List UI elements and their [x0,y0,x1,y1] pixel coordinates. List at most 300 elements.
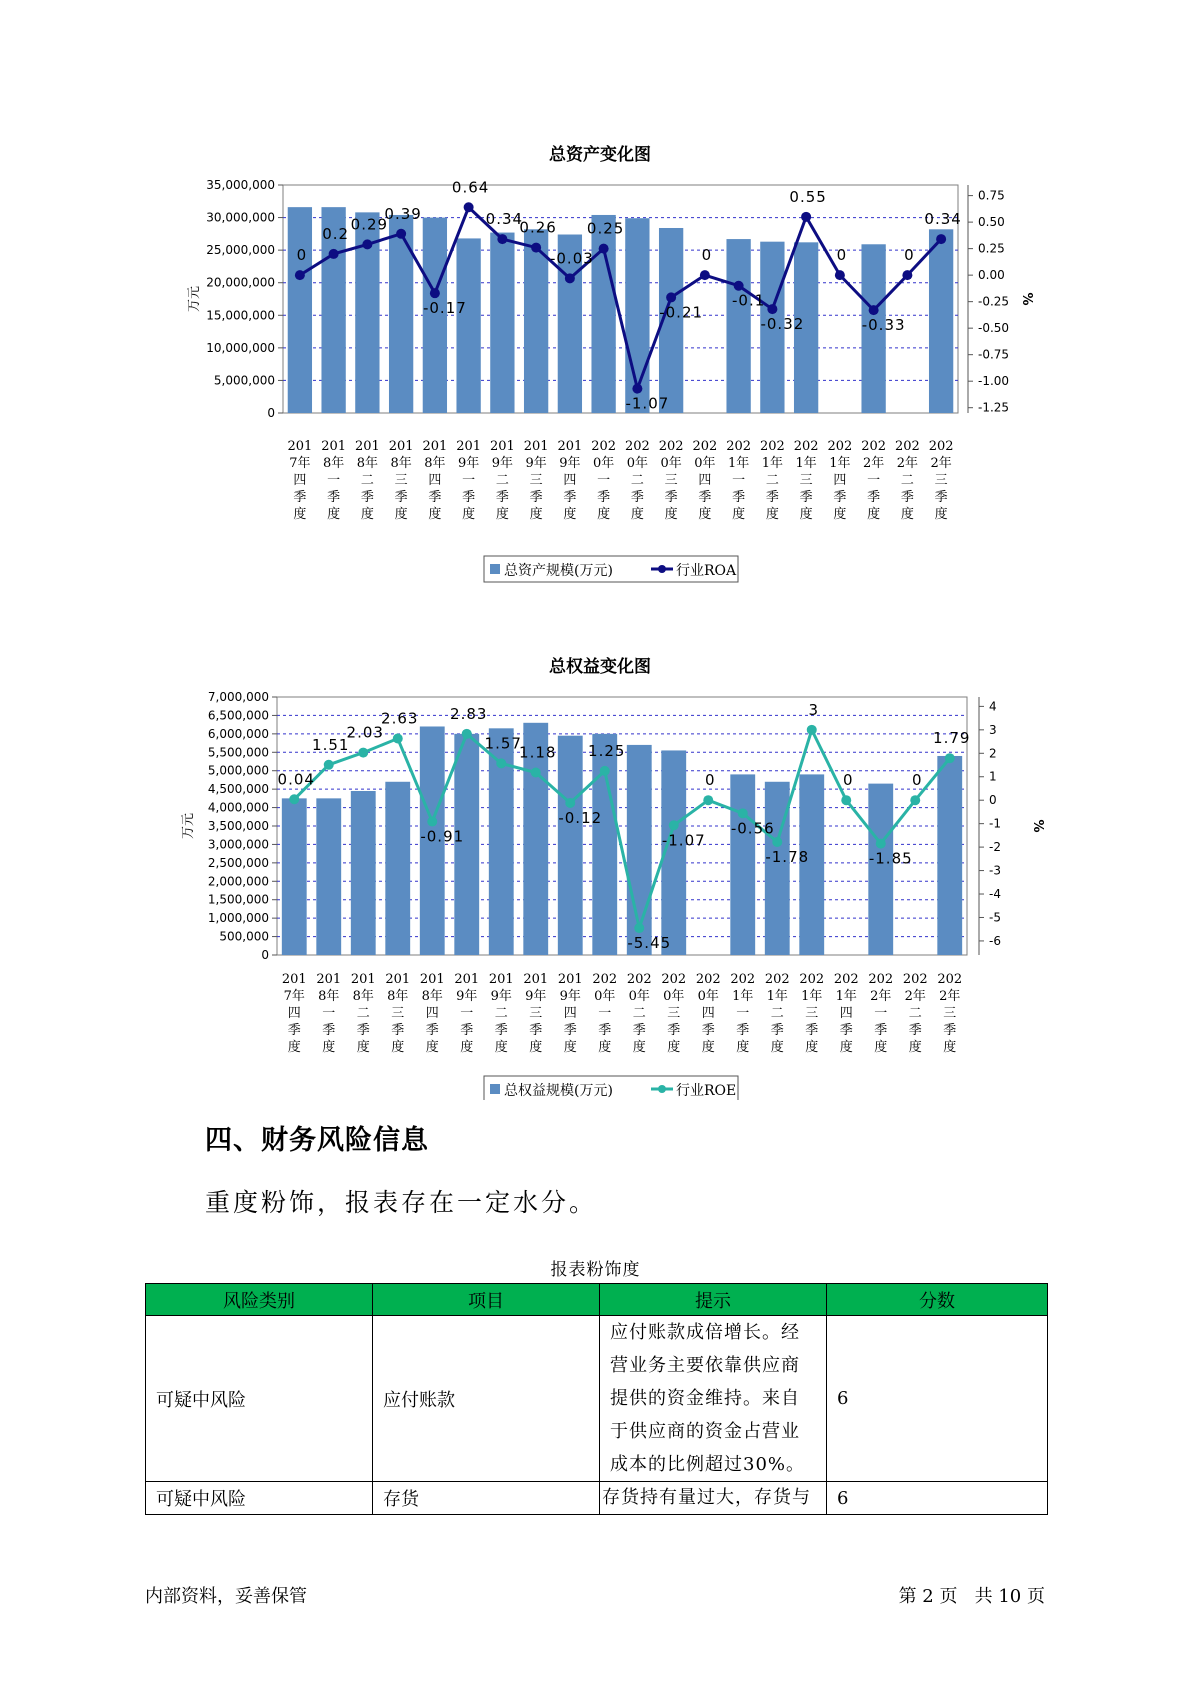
bar [937,756,962,955]
x-tick-label: 8年 [318,989,340,1004]
x-tick-label: 三 [667,1006,681,1021]
x-tick-label: 0年 [592,456,615,471]
y-tick-label: 30,000,000 [206,210,275,225]
x-tick-label: 季 [597,490,611,505]
x-tick-label: 季 [460,1023,474,1038]
x-tick-label: 202 [626,972,652,987]
x-tick-label: 202 [928,439,954,454]
x-tick-label: 度 [765,507,779,522]
y2-tick-label: 3 [989,722,997,737]
x-tick-label: 0年 [697,989,719,1004]
y-tick-label: 4,500,000 [207,782,269,797]
x-tick-label: 202 [937,972,963,987]
total-equity-chart-svg [0,640,1191,1100]
legend-swatch-marker [658,1085,666,1093]
x-tick-label: 一 [598,1006,612,1021]
x-tick-label: 一 [327,473,341,488]
line-point [801,212,811,222]
x-tick-label: 二 [495,473,509,488]
x-tick-label: 9年 [491,456,514,471]
x-tick-label: 2年 [930,456,952,471]
x-tick-label: 9年 [559,456,581,471]
y-tick-label: 5,000,000 [213,373,275,388]
y-tick-label: 35,000,000 [206,178,275,192]
x-tick-label: 季 [462,490,476,505]
x-tick-label: 二 [770,1006,784,1021]
x-tick-label: 202 [592,972,618,987]
y-tick-label: 5,000,000 [207,763,269,778]
data-label: 1.57 [484,734,522,753]
y2-tick-label: -1.25 [978,400,1010,415]
data-label: -0.21 [659,303,704,322]
x-tick-label: 202 [764,972,790,987]
x-tick-label: 度 [934,507,948,522]
data-label: -0.32 [760,315,805,334]
data-label: 1.51 [312,735,350,754]
data-label: 2.83 [450,704,488,723]
x-tick-label: 季 [293,490,307,505]
x-tick-label: 度 [495,507,509,522]
line-point [531,243,541,253]
x-tick-label: 三 [799,473,813,488]
x-tick-label: 二 [765,473,779,488]
y2-tick-label: -4 [989,887,1001,902]
x-tick-label: 度 [293,507,307,522]
line-point [835,270,845,280]
x-tick-label: 季 [874,1023,888,1038]
total-equity-chart [0,640,1191,1100]
bar [726,239,750,413]
x-tick-label: 2年 [939,989,961,1004]
y-tick-label: 7,000,000 [207,690,269,704]
data-label: 0.29 [350,215,389,234]
x-tick-label: 四 [428,473,442,488]
y-tick-label: 2,500,000 [207,855,269,870]
x-tick-label: 度 [460,1040,474,1055]
x-tick-label: 202 [692,439,718,454]
x-tick-label: 季 [630,490,644,505]
data-label: 0.34 [485,210,524,229]
line-point [936,234,946,244]
line-point [876,839,886,849]
x-tick-label: 0年 [660,456,682,471]
x-tick-label: 8年 [421,989,443,1004]
x-tick-label: 四 [833,473,847,488]
x-tick-label: 202 [799,972,825,987]
x-tick-label: 季 [327,490,341,505]
x-tick-label: 1年 [727,456,750,471]
y-tick-label: 4,000,000 [207,800,269,815]
line-point [531,768,541,778]
x-tick-label: 1年 [795,456,817,471]
data-label: 0 [704,771,716,790]
line-point [430,288,440,298]
x-tick-label: 季 [394,490,408,505]
x-tick-label: 202 [833,972,859,987]
x-tick-label: 0年 [626,456,649,471]
x-tick-label: 201 [350,972,376,987]
line-point [634,923,644,933]
cell-hint: 应付账款成倍增长。经营业务主要依靠供应商提供的资金维持。来自于供应商的资金占营业成本的比例超过30%。 [600,1316,827,1482]
x-tick-label: 一 [462,473,476,488]
x-tick-label: 二 [900,473,914,488]
data-label: 0.55 [789,187,827,206]
y2-tick-label: -0.75 [978,347,1010,362]
x-tick-label: 8年 [390,456,412,471]
table-header-row [146,1284,1048,1316]
chart-title: 总权益变化图 [549,657,651,677]
x-tick-label: 201 [281,972,307,987]
cell-score: 6 [827,1316,1048,1482]
x-tick-label: 季 [805,1023,819,1038]
line-point [666,292,676,302]
footer-page-number: 第 2 页 共 10 页 [898,1586,1045,1607]
x-tick-label: 季 [360,490,374,505]
y-tick-label: 0 [267,406,275,420]
x-tick-label: 0年 [663,989,685,1004]
legend-label-line: 行业ROE [676,1083,737,1099]
x-tick-label: 9年 [525,989,547,1004]
x-tick-label: 度 [900,507,914,522]
bar [490,233,514,413]
x-tick-label: 一 [874,1006,888,1021]
y2-tick-label: -0.25 [978,294,1010,309]
x-tick-label: 季 [833,490,847,505]
x-tick-label: 一 [322,1006,336,1021]
y2-tick-label: -5 [989,910,1001,925]
x-tick-label: 201 [489,439,515,454]
table-row [146,1482,1048,1515]
line-point [565,798,575,808]
x-tick-label: 201 [523,439,549,454]
x-tick-label: 度 [356,1040,370,1055]
x-tick-label: 季 [770,1023,784,1038]
x-tick-label: 二 [908,1006,922,1021]
data-label: -0.17 [422,299,467,318]
section-heading: 四、财务风险信息 [205,1125,429,1156]
y-tick-label: 10,000,000 [206,340,275,355]
x-tick-label: 0年 [628,989,650,1004]
y2-tick-label: 0.50 [978,215,1005,230]
section-paragraph: 重度粉饰，报表存在一定水分。 [205,1188,598,1217]
line-point [945,753,955,763]
x-tick-label: 度 [770,1040,784,1055]
line-point [324,760,334,770]
x-tick-label: 度 [805,1040,819,1055]
y-tick-label: 1,000,000 [207,911,269,926]
data-label: -1.07 [625,394,670,413]
bar [929,229,953,413]
y2-tick-label: -0.50 [978,321,1010,336]
y2-tick-label: 1 [989,769,997,784]
x-tick-label: 度 [799,507,813,522]
line-point [358,748,368,758]
x-tick-label: 度 [563,1040,577,1055]
data-label: -5.45 [627,934,672,953]
x-tick-label: 度 [867,507,881,522]
line-point [669,820,679,830]
legend-label-bar: 总资产规模(万元) [504,563,613,579]
y2-tick-label: -6 [989,933,1001,948]
x-tick-label: 201 [557,439,583,454]
line-point [464,202,474,212]
x-tick-label: 202 [661,972,687,987]
y2-tick-label: 0.75 [978,188,1005,203]
x-tick-label: 度 [287,1040,301,1055]
x-tick-label: 度 [391,1040,405,1055]
line-point [703,795,713,805]
data-label: 0.25 [586,219,625,238]
x-tick-label: 2年 [870,989,892,1004]
cell-hint: 存货持有量过大，存货与 [600,1482,827,1515]
y-axis-title: 万元 [181,812,196,840]
data-label: -1.85 [868,849,913,868]
x-tick-label: 季 [765,490,779,505]
x-tick-label: 三 [529,1006,543,1021]
data-label: 0 [904,246,915,265]
cell-category: 可疑中风险 [146,1316,373,1482]
x-tick-label: 四 [839,1006,853,1021]
x-tick-label: 一 [867,473,881,488]
x-tick-label: 季 [428,490,442,505]
bar [282,798,307,955]
x-tick-label: 度 [327,507,341,522]
x-tick-label: 四 [563,473,577,488]
line-point [869,305,879,315]
y2-tick-label: -2 [989,840,1001,855]
x-tick-label: 度 [698,507,712,522]
legend-label-line: 行业ROA [676,563,737,579]
x-tick-label: 1年 [761,456,784,471]
data-label: 0.34 [924,210,962,229]
line-point [767,304,777,314]
y2-tick-label: 0 [989,793,997,808]
x-tick-label: 三 [391,1006,405,1021]
y2-tick-label: -1 [989,816,1001,831]
data-label: -0.12 [558,809,603,828]
x-tick-label: 度 [732,507,746,522]
header-category: 风险类别 [146,1284,373,1316]
x-tick-label: 202 [624,439,650,454]
line-point [738,808,748,818]
line-point [700,270,710,280]
x-tick-label: 度 [494,1040,508,1055]
y-tick-label: 0 [261,948,269,962]
x-tick-label: 201 [287,439,313,454]
x-tick-label: 202 [726,439,752,454]
data-label: -0.1 [731,291,766,310]
x-tick-label: 季 [391,1023,405,1038]
x-tick-label: 8年 [424,456,446,471]
legend-swatch-marker [658,565,666,573]
x-tick-label: 三 [943,1006,957,1021]
x-tick-label: 201 [456,439,482,454]
chart-title: 总资产变化图 [549,145,651,165]
y2-tick-label: -1.00 [978,374,1010,389]
x-tick-label: 9年 [456,989,478,1004]
x-tick-label: 8年 [356,456,379,471]
cell-item: 应付账款 [373,1316,600,1482]
x-tick-label: 季 [799,490,813,505]
x-tick-label: 1年 [766,989,788,1004]
x-tick-label: 9年 [559,989,581,1004]
x-tick-label: 季 [698,490,712,505]
table-caption: 报表粉饰度 [550,1260,641,1280]
x-tick-label: 三 [394,473,408,488]
x-tick-label: 度 [943,1040,957,1055]
x-tick-label: 一 [460,1006,474,1021]
x-tick-label: 季 [839,1023,853,1038]
y2-tick-label: -3 [989,863,1001,878]
x-tick-label: 201 [385,972,411,987]
data-label: 0 [836,246,848,265]
y2-tick-label: 0.25 [978,241,1005,256]
x-tick-label: 度 [394,507,408,522]
cell-item: 存货 [373,1482,600,1515]
x-tick-label: 季 [598,1023,612,1038]
x-tick-label: 201 [422,439,448,454]
x-tick-label: 7年 [289,456,311,471]
total-assets-chart [0,135,1191,605]
data-label: -1.78 [765,847,810,866]
data-label: 2.63 [381,709,419,728]
x-tick-label: 季 [495,490,509,505]
data-label: 0.39 [384,204,422,223]
line-point [427,817,437,827]
x-tick-label: 1年 [829,456,851,471]
bar [456,238,480,413]
x-tick-label: 三 [934,473,948,488]
x-tick-label: 201 [454,972,480,987]
x-tick-label: 度 [667,1040,681,1055]
y2-tick-label: 2 [989,746,997,761]
y-tick-label: 5,500,000 [207,745,269,760]
header-item: 项目 [373,1284,600,1316]
x-tick-label: 度 [597,507,611,522]
x-tick-label: 四 [698,473,712,488]
risk-table [145,1283,1048,1515]
bar [351,791,376,955]
y-tick-label: 25,000,000 [206,243,275,258]
line-point [289,794,299,804]
line-point [910,795,920,805]
y-tick-label: 3,500,000 [207,819,269,833]
line-point [841,795,851,805]
y-tick-label: 500,000 [219,929,269,944]
y2-tick-label: 4 [989,699,997,714]
x-tick-label: 度 [874,1040,888,1055]
x-tick-label: 202 [658,439,684,454]
y2-tick-label: 0.00 [978,268,1005,283]
x-tick-label: 2年 [862,456,885,471]
x-tick-label: 三 [664,473,678,488]
x-tick-label: 季 [867,490,881,505]
line-point [393,734,403,744]
x-tick-label: 202 [730,972,756,987]
x-tick-label: 202 [695,972,721,987]
line-point [565,273,575,283]
data-label: 0.64 [451,178,490,197]
data-label: -0.33 [861,316,906,335]
cell-score: 6 [827,1482,1048,1515]
y2-axis-title: % [1019,292,1034,306]
x-tick-label: 201 [557,972,583,987]
bar [389,215,413,413]
x-tick-label: 201 [354,439,380,454]
x-tick-label: 202 [902,972,928,987]
legend-swatch-bar [490,564,500,574]
header-hint: 提示 [600,1284,827,1316]
bar [385,782,410,955]
x-tick-label: 四 [563,1006,577,1021]
x-tick-label: 度 [462,507,476,522]
x-tick-label: 季 [632,1023,646,1038]
line-point [632,384,642,394]
line-point [902,270,912,280]
line-point [396,229,406,239]
x-tick-label: 9年 [490,989,512,1004]
data-label: 0.2 [322,224,350,243]
x-tick-label: 202 [894,439,920,454]
y-tick-label: 2,000,000 [207,874,269,889]
bar [288,207,312,413]
line-point [362,239,372,249]
x-tick-label: 度 [701,1040,715,1055]
x-tick-label: 季 [701,1023,715,1038]
x-tick-label: 度 [529,507,543,522]
x-tick-label: 季 [494,1023,508,1038]
x-tick-label: 二 [356,1006,370,1021]
y-tick-label: 6,000,000 [207,726,269,741]
x-tick-label: 季 [908,1023,922,1038]
x-tick-label: 三 [529,473,543,488]
x-tick-label: 季 [667,1023,681,1038]
x-tick-label: 7年 [283,989,305,1004]
x-tick-label: 201 [321,439,347,454]
data-label: 0 [701,246,713,265]
line-point [329,249,339,259]
line-point [734,281,744,291]
x-tick-label: 202 [759,439,785,454]
cell-category: 可疑中风险 [146,1482,373,1515]
line-point [600,766,610,776]
legend-label-bar: 总权益规模(万元) [504,1083,613,1099]
x-tick-label: 度 [322,1040,336,1055]
x-tick-label: 0年 [694,456,716,471]
x-tick-label: 季 [736,1023,750,1038]
bar [316,798,341,955]
x-tick-label: 度 [428,507,442,522]
x-tick-label: 季 [529,490,543,505]
x-tick-label: 一 [732,473,746,488]
y-tick-label: 15,000,000 [206,308,275,323]
x-tick-label: 四 [287,1006,301,1021]
x-tick-label: 202 [591,439,617,454]
x-tick-label: 202 [793,439,819,454]
x-tick-label: 季 [425,1023,439,1038]
x-tick-label: 8年 [352,989,374,1004]
x-tick-label: 度 [736,1040,750,1055]
x-tick-label: 二 [630,473,644,488]
x-tick-label: 季 [563,490,577,505]
data-label: 1.25 [588,741,626,760]
x-tick-label: 度 [908,1040,922,1055]
x-tick-label: 四 [425,1006,439,1021]
y-tick-label: 3,000,000 [207,837,269,852]
line-point [772,837,782,847]
data-label: 2.03 [346,723,384,742]
x-tick-label: 度 [360,507,374,522]
